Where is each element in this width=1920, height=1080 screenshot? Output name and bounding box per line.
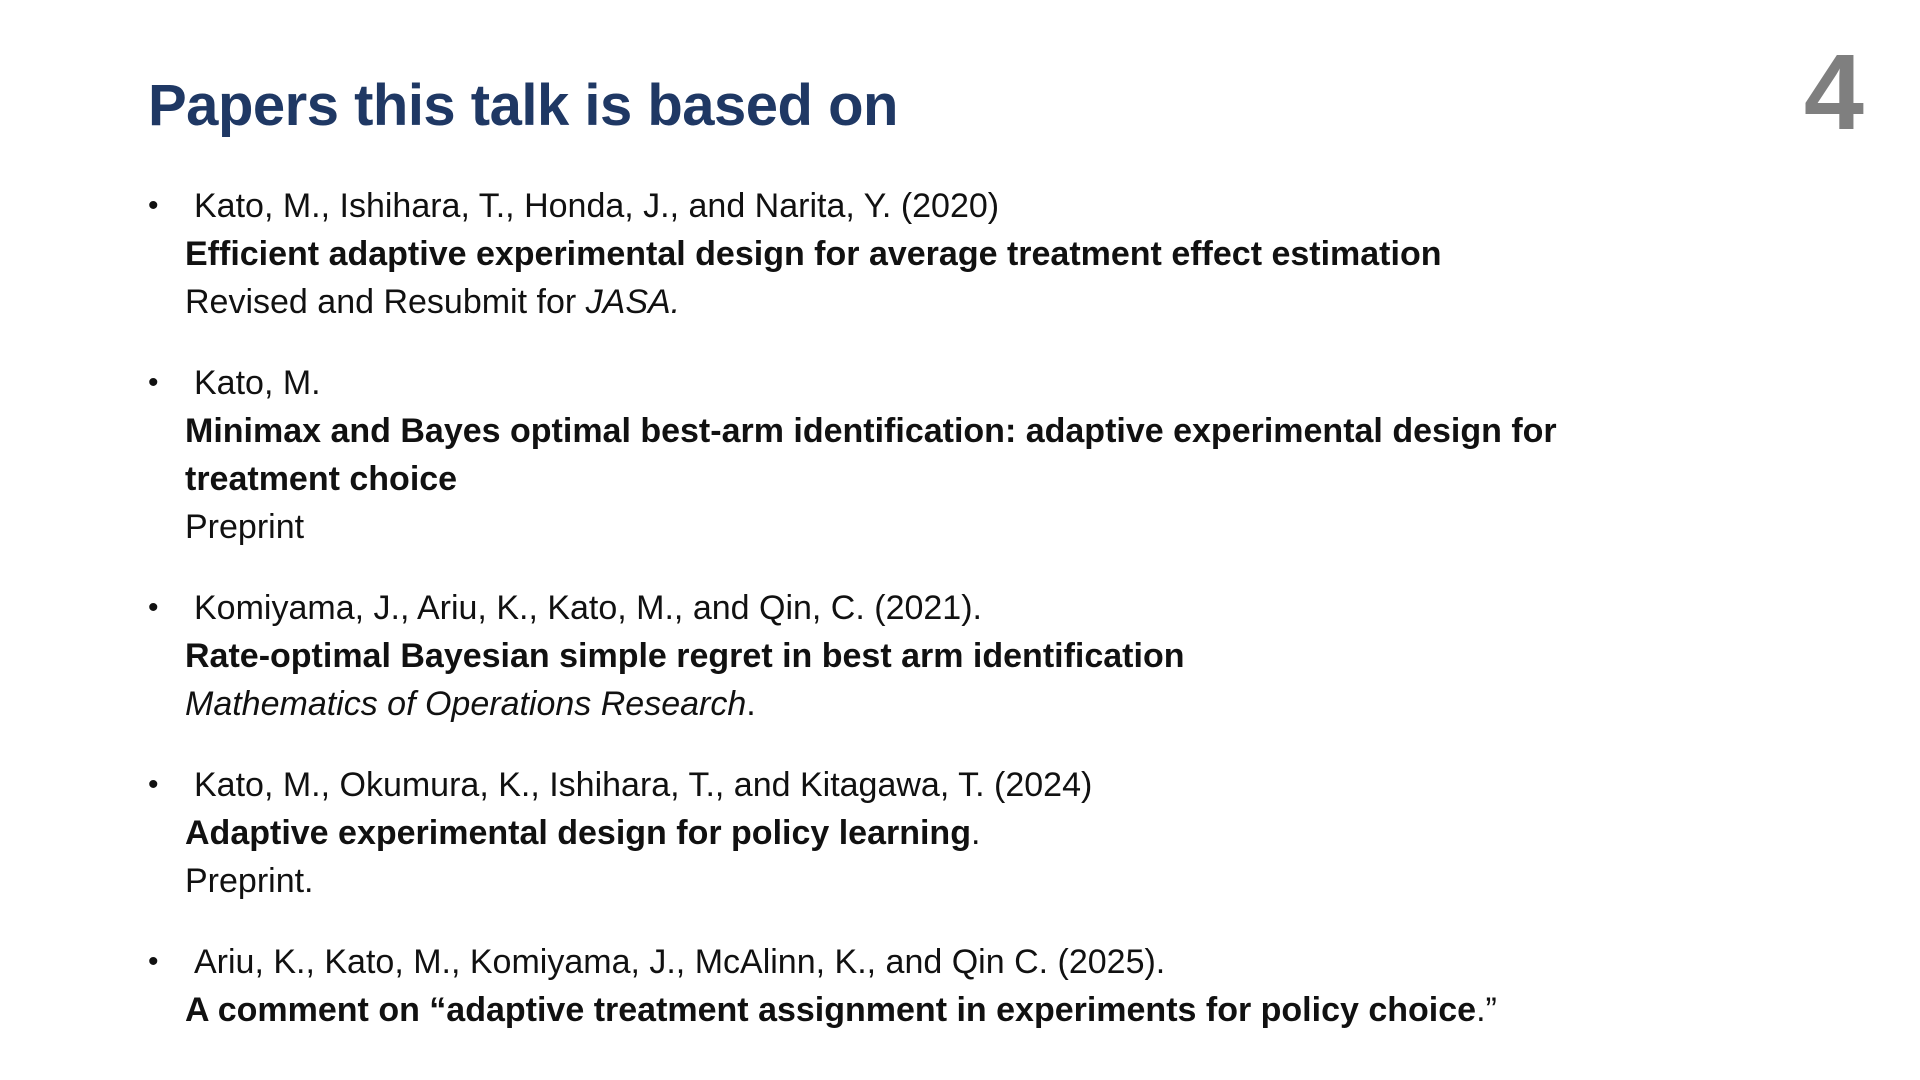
reference-title — [185, 986, 1685, 1034]
reference-authors: Kato, M. — [194, 364, 321, 402]
reference-title-text: Rate-optimal Bayesian simple regret in best arm identification — [185, 637, 1185, 675]
reference-title — [185, 230, 1685, 278]
reference-item — [148, 182, 1748, 326]
reference-item — [148, 761, 1748, 905]
reference-venue-suffix: . — [746, 685, 756, 723]
reference-title-text: Adaptive experimental design for policy learning — [185, 814, 971, 852]
reference-authors: Ariu, K., Kato, M., Komiyama, J., McAlinn, K., and Qin C. (2025). — [194, 943, 1166, 981]
reference-authors: Komiyama, J., Ariu, K., Kato, M., and Qin, C. (2021). — [194, 589, 982, 627]
reference-item — [148, 359, 1748, 551]
reference-item — [148, 938, 1748, 1034]
bullet-icon: • — [148, 768, 159, 801]
reference-venue — [185, 680, 1748, 728]
reference-title-suffix: .” — [1476, 991, 1497, 1029]
reference-venue-italic: JASA. — [585, 283, 681, 321]
slide-title: Papers this talk is based on — [148, 73, 898, 138]
bullet-icon: • — [148, 945, 159, 978]
reference-authors: Kato, M., Ishihara, T., Honda, J., and Narita, Y. (2020) — [194, 187, 1000, 225]
reference-title-text: Minimax and Bayes optimal best-arm identification: adaptive experimental design for treatment choice — [185, 412, 1557, 498]
reference-title-suffix: . — [970, 814, 981, 852]
bullet-icon: • — [148, 591, 159, 624]
reference-venue — [185, 857, 1748, 905]
reference-venue-prefix: Preprint. — [185, 862, 314, 900]
page-number: 4 — [1803, 31, 1864, 152]
reference-title-text: A comment on “adaptive treatment assignment in experiments for policy choice — [185, 991, 1477, 1029]
bullet-icon: • — [148, 189, 159, 222]
reference-item — [148, 584, 1748, 728]
reference-title — [185, 632, 1685, 680]
bullet-icon: • — [148, 366, 159, 399]
reference-venue-prefix: Preprint — [185, 508, 305, 546]
reference-venue-italic: Mathematics of Operations Research — [185, 685, 747, 723]
reference-title-text: Efficient adaptive experimental design for average treatment effect estimation — [185, 235, 1442, 273]
reference-venue — [185, 503, 1748, 551]
reference-venue — [185, 278, 1748, 326]
reference-authors: Kato, M., Okumura, K., Ishihara, T., and Kitagawa, T. (2024) — [194, 766, 1093, 804]
reference-list — [148, 182, 1748, 1067]
reference-title — [185, 809, 1685, 857]
reference-title — [185, 407, 1685, 503]
reference-venue-prefix: Revised and Resubmit for — [185, 283, 586, 321]
